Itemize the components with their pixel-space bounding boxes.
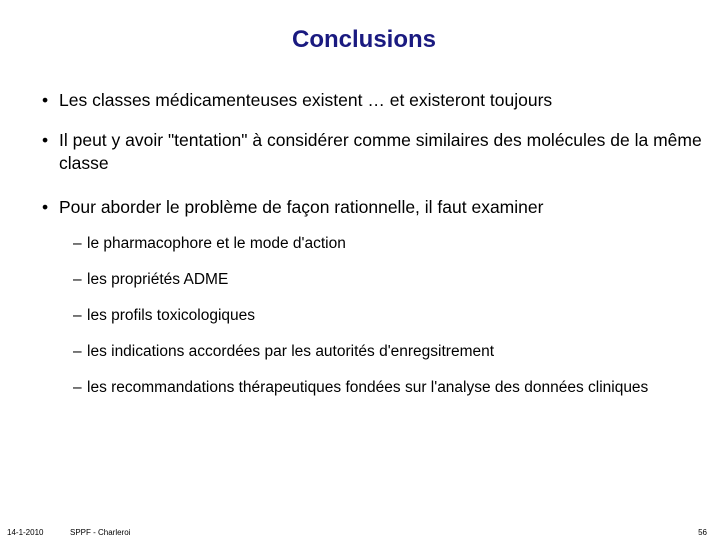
page-number: 56	[698, 528, 707, 537]
footer-date: 14-1-2010	[7, 528, 44, 537]
bullet-marker: •	[42, 130, 49, 150]
bullet-text: Il peut y avoir "tentation" à considérer comme similaires des molécules de la même classe	[59, 130, 702, 173]
sub-bullet-marker: –	[73, 307, 82, 324]
bullet-item	[42, 89, 702, 112]
bullet-marker: •	[42, 90, 49, 110]
sub-bullet-text: les profils toxicologiques	[87, 307, 256, 324]
sub-bullet-text: le pharmacophore et le mode d'action	[87, 235, 346, 252]
sub-bullet-item	[73, 340, 693, 363]
slide-title: Conclusions	[291, 26, 436, 53]
sub-bullet-marker: –	[73, 271, 82, 288]
sub-bullet-item	[73, 268, 693, 291]
sub-bullet-item	[73, 304, 693, 327]
sub-bullet-marker: –	[73, 343, 82, 360]
sub-bullet-text: les indications accordées par les autorités d'enregsitrement	[87, 343, 495, 360]
bullet-item	[42, 129, 702, 175]
sub-bullet-marker: –	[73, 235, 82, 252]
sub-bullet-text: les propriétés ADME	[87, 271, 229, 288]
footer-source: SPPF - Charleroi	[70, 528, 131, 537]
sub-bullet-item	[73, 376, 693, 399]
bullet-text: Les classes médicamenteuses existent … et existeront toujours	[59, 90, 553, 110]
sub-bullet-text: les recommandations thérapeutiques fondées sur l'analyse des données cliniques	[87, 379, 649, 396]
sub-bullet-marker: –	[73, 379, 82, 396]
bullet-text: Pour aborder le problème de façon rationnelle, il faut examiner	[59, 197, 544, 217]
sub-bullet-item	[73, 232, 693, 255]
bullet-item	[42, 196, 702, 219]
bullet-marker: •	[42, 197, 49, 217]
